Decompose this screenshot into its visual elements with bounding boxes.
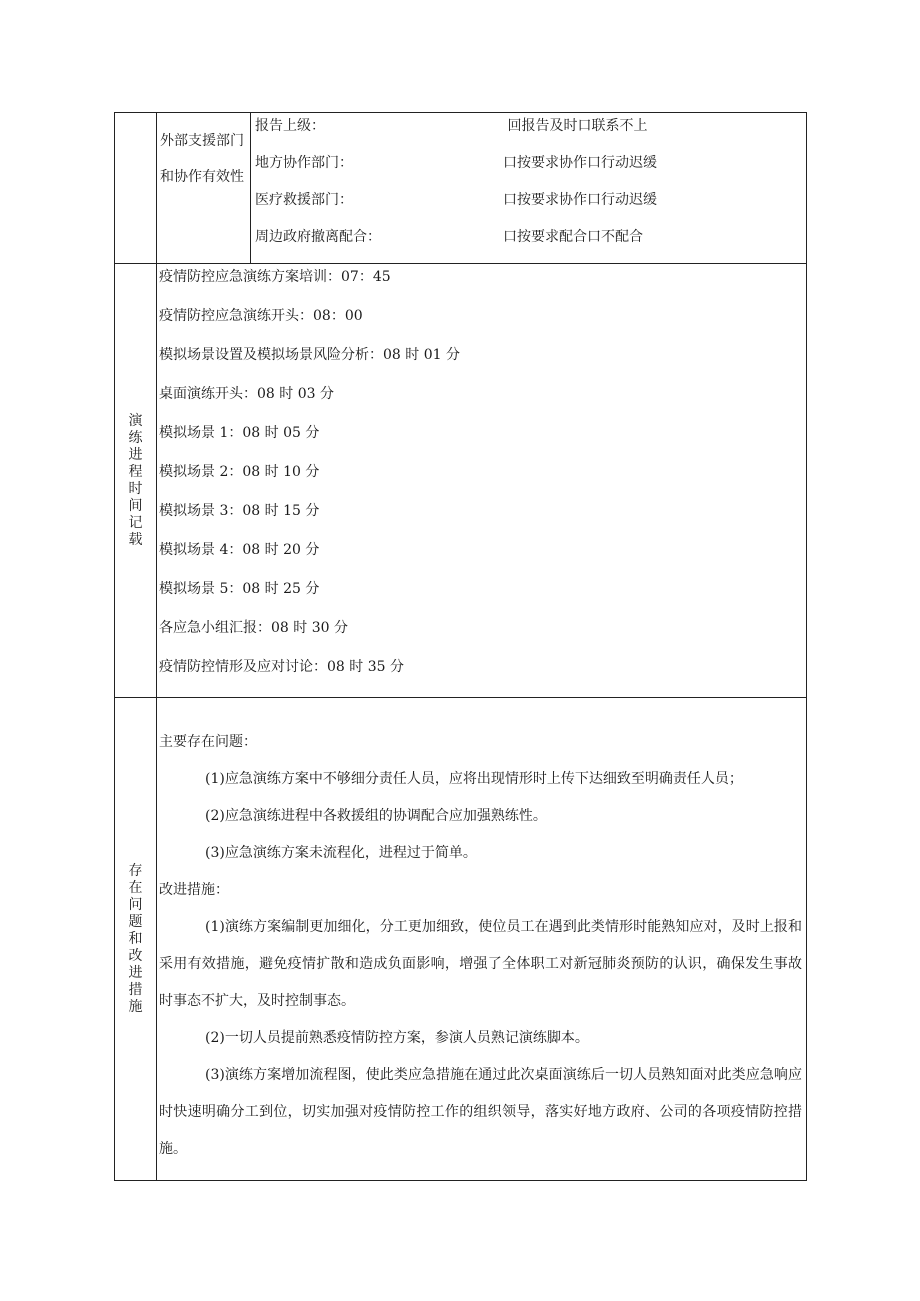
problem-item: (3)应急演练方案未流程化，进程过于简单。	[205, 845, 477, 861]
kv-row	[251, 189, 806, 226]
kv-value: 回报告及时口联系不上	[503, 118, 648, 134]
kv-value: 口按要求协作口行动迟缓	[503, 155, 657, 171]
timeline-item: 疫情防控应急演练开头：08：00	[159, 308, 363, 324]
timeline-label-cell	[115, 264, 157, 698]
timeline-item: 疫情防控应急演练方案培训：07：45	[159, 269, 391, 285]
issues-row	[115, 698, 807, 1181]
timeline-item: 各应急小组汇报：08 时 30 分	[159, 620, 348, 636]
kv-value: 口按要求配合口不配合	[503, 229, 643, 245]
issues-label-cell	[115, 698, 157, 1181]
external-support-row	[115, 113, 807, 264]
kv-row	[251, 152, 806, 189]
kv-row	[251, 115, 806, 152]
kv-row	[251, 226, 806, 263]
timeline-content	[157, 264, 807, 698]
kv-key: 报告上级：	[255, 118, 325, 134]
timeline-row	[115, 264, 807, 698]
timeline-item: 模拟场景 2：08 时 10 分	[159, 464, 320, 480]
external-support-values	[251, 113, 807, 264]
measure-item: (3)演练方案增加流程图，使此类应急措施在通过此次桌面演练后一切人员熟知面对此类应急响应时快速明确分工到位，切实加强对疫情防控工作的组织领导，落实好地方政府、公司的各项疫情防控措施。	[159, 1067, 802, 1157]
issues-label: 存在问题和改进措施	[128, 862, 143, 1015]
measure-item: (1)演练方案编制更加细化，分工更加细致，使位员工在遇到此类情形时能熟知应对，及时上报和采用有效措施，避免疫情扩散和造成负面影响，增强了全体职工对新冠肺炎预防的认识，确保发生事故时事态不扩大，及时控制事态。	[159, 919, 802, 1009]
timeline-item: 模拟场景 3：08 时 15 分	[159, 503, 320, 519]
problem-item: (1)应急演练方案中不够细分责任人员，应将出现情形时上传下达细致至明确责任人员；	[205, 771, 743, 787]
empty-label-cell	[115, 113, 157, 264]
measures-title: 改进措施：	[159, 882, 229, 898]
timeline-item: 模拟场景 1：08 时 05 分	[159, 425, 320, 441]
drill-record-table	[114, 112, 807, 1181]
problem-item: (2)应急演练进程中各救援组的协调配合应加强熟练性。	[205, 808, 547, 824]
kv-value: 口按要求协作口行动迟缓	[503, 192, 657, 208]
kv-key: 周边政府撤离配合：	[255, 229, 381, 245]
problems-title: 主要存在问题：	[159, 734, 257, 750]
timeline-item: 疫情防控情形及应对讨论：08 时 35 分	[159, 659, 404, 675]
kv-key: 地方协作部门：	[255, 155, 353, 171]
timeline-item: 桌面演练开头：08 时 03 分	[159, 386, 334, 402]
kv-key: 医疗救援部门：	[255, 192, 353, 208]
timeline-item: 模拟场景 5：08 时 25 分	[159, 581, 320, 597]
timeline-item: 模拟场景 4：08 时 20 分	[159, 542, 320, 558]
issues-content	[157, 698, 807, 1181]
external-support-label: 外部支援部门和协作有效性	[157, 113, 251, 264]
measure-item: (2)一切人员提前熟悉疫情防控方案，参演人员熟记演练脚本。	[205, 1030, 589, 1046]
timeline-label: 演练进程时间记载	[128, 412, 143, 548]
timeline-item: 模拟场景设置及模拟场景风险分析：08 时 01 分	[159, 347, 460, 363]
